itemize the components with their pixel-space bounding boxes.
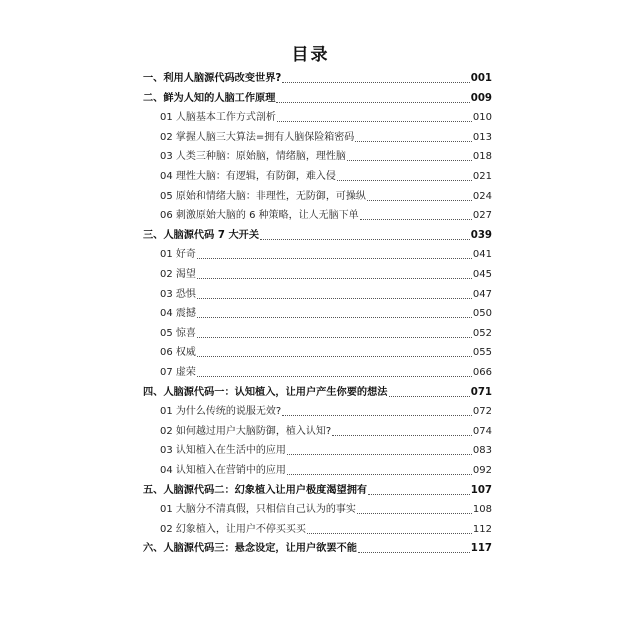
toc-section-entry [160, 463, 492, 479]
toc-page-number: 027 [472, 210, 492, 222]
toc-chapter-entry [143, 483, 492, 499]
toc-page-number: 052 [472, 327, 492, 339]
toc-page-number: 117 [470, 543, 492, 555]
toc-page-number: 083 [472, 445, 492, 457]
toc-section-entry [160, 169, 492, 185]
toc-entry-label: 06 权威 [160, 347, 196, 359]
dot-leader [358, 551, 470, 553]
toc-section-entry [160, 247, 492, 263]
toc-entry-label: 03 恐惧 [160, 288, 196, 300]
toc-page-number: 107 [470, 484, 492, 496]
dot-leader [367, 199, 472, 201]
toc-chapter-entry [143, 228, 492, 244]
dot-leader [355, 140, 472, 142]
toc-entry-label: 01 为什么传统的说服无效? [160, 406, 282, 418]
toc-page-number: 108 [472, 504, 492, 516]
toc-page-number: 021 [472, 171, 492, 182]
toc-entry-label: 03 认知植入在生活中的应用 [160, 445, 286, 457]
dot-leader [347, 159, 472, 161]
toc-title: 目录 [291, 45, 330, 65]
toc-entry-label: 六、人脑源代码三：悬念设定，让用户欲罢不能 [143, 543, 357, 555]
toc-section-entry [160, 287, 492, 303]
dot-leader [197, 277, 472, 279]
toc-section-entry [160, 326, 492, 342]
toc-entry-label: 二、鲜为人知的人脑工作原理 [143, 92, 276, 104]
toc-chapter-entry [143, 385, 492, 401]
toc-entry-label: 01 好奇 [160, 249, 196, 261]
dot-leader [282, 81, 469, 83]
toc-page-number: 018 [472, 151, 492, 163]
dot-leader [197, 316, 472, 318]
toc-entry-label: 05 惊喜 [160, 327, 196, 339]
toc-chapter-entry [143, 91, 492, 107]
dot-leader [287, 453, 472, 455]
toc-page-number: 024 [472, 190, 492, 202]
toc-page-number: 039 [470, 229, 492, 241]
toc-entry-label: 03 人类三种脑：原始脑，情绪脑，理性脑 [160, 151, 346, 163]
dot-leader [260, 238, 470, 240]
toc-entry-label: 三、人脑源代码 7 大开关 [143, 229, 260, 241]
toc-section-entry [160, 502, 492, 518]
dot-leader [368, 493, 470, 495]
toc-section-entry [160, 424, 492, 440]
toc-section-entry [160, 267, 492, 283]
dot-leader [197, 297, 472, 299]
toc-entry-label: 04 震撼 [160, 308, 196, 320]
dot-leader [360, 218, 472, 220]
dot-leader [282, 414, 472, 416]
toc-entry-label: 五、人脑源代码二：幻象植入让用户极度渴望拥有 [143, 484, 368, 496]
toc-entry-label: 02 渴望 [160, 269, 196, 280]
toc-entry-label: 01 大脑分不清真假，只相信自己认为的事实 [160, 504, 356, 516]
toc-section-entry [160, 404, 492, 420]
toc-page-number: 071 [470, 386, 492, 398]
toc-entry-label: 02 如何越过用户大脑防御，植入认知? [160, 425, 332, 437]
toc-section-entry [160, 208, 492, 224]
toc-section-entry [160, 189, 492, 205]
dot-leader [389, 395, 470, 397]
toc-chapter-entry [143, 541, 492, 557]
toc-entry-label: 02 掌握人脑三大算法=拥有人脑保险箱密码 [160, 131, 355, 143]
toc-section-entry [160, 365, 492, 381]
toc-page-number: 047 [472, 288, 492, 300]
toc-page-number: 045 [472, 269, 492, 280]
toc-section-entry [160, 522, 492, 538]
toc-entry-label: 01 人脑基本工作方式剖析 [160, 112, 276, 124]
toc-page-number: 092 [472, 465, 492, 476]
toc-page-number: 009 [470, 92, 492, 104]
dot-leader [197, 257, 472, 259]
dot-leader [337, 179, 472, 181]
toc-page-number: 066 [472, 367, 492, 378]
dot-leader [197, 336, 472, 338]
dot-leader [197, 355, 472, 357]
dot-leader [287, 473, 472, 475]
toc-chapter-entry [143, 71, 492, 87]
toc-section-entry [160, 130, 492, 146]
toc-page-number: 074 [472, 425, 492, 437]
toc-page-number: 072 [472, 406, 492, 418]
toc-section-entry [160, 345, 492, 361]
dot-leader [197, 375, 472, 377]
dot-leader [357, 512, 472, 514]
toc-entry-label: 06 刺激原始大脑的 6 种策略，让人无脑下单 [160, 210, 359, 222]
toc-page-number: 001 [470, 73, 492, 84]
dot-leader [277, 120, 472, 122]
toc-entry-label: 02 幻象植入，让用户不停买买买 [160, 523, 306, 535]
toc-section-entry [160, 149, 492, 165]
toc-page-number: 050 [472, 308, 492, 320]
toc-entry-label: 07 虚荣 [160, 367, 196, 378]
toc-entry-label: 四、人脑源代码一：认知植入，让用户产生你要的想法 [143, 386, 388, 398]
toc-section-entry [160, 443, 492, 459]
toc-page-number: 112 [472, 523, 492, 535]
toc-entry-label: 04 理性大脑：有逻辑，有防御，难入侵 [160, 171, 336, 182]
dot-leader [276, 101, 469, 103]
toc-page-number: 041 [472, 249, 492, 261]
toc-page-number: 013 [472, 131, 492, 143]
toc-entry-label: 05 原始和情绪大脑：非理性，无防御，可操纵 [160, 190, 366, 202]
toc-section-entry [160, 110, 492, 126]
toc-page-number: 055 [472, 347, 492, 359]
toc-entry-label: 04 认知植入在营销中的应用 [160, 465, 286, 476]
toc-entry-label: 一、利用人脑源代码改变世界? [143, 73, 282, 84]
dot-leader [332, 434, 472, 436]
dot-leader [307, 532, 472, 534]
toc-section-entry [160, 306, 492, 322]
toc-page-number: 010 [472, 112, 492, 124]
